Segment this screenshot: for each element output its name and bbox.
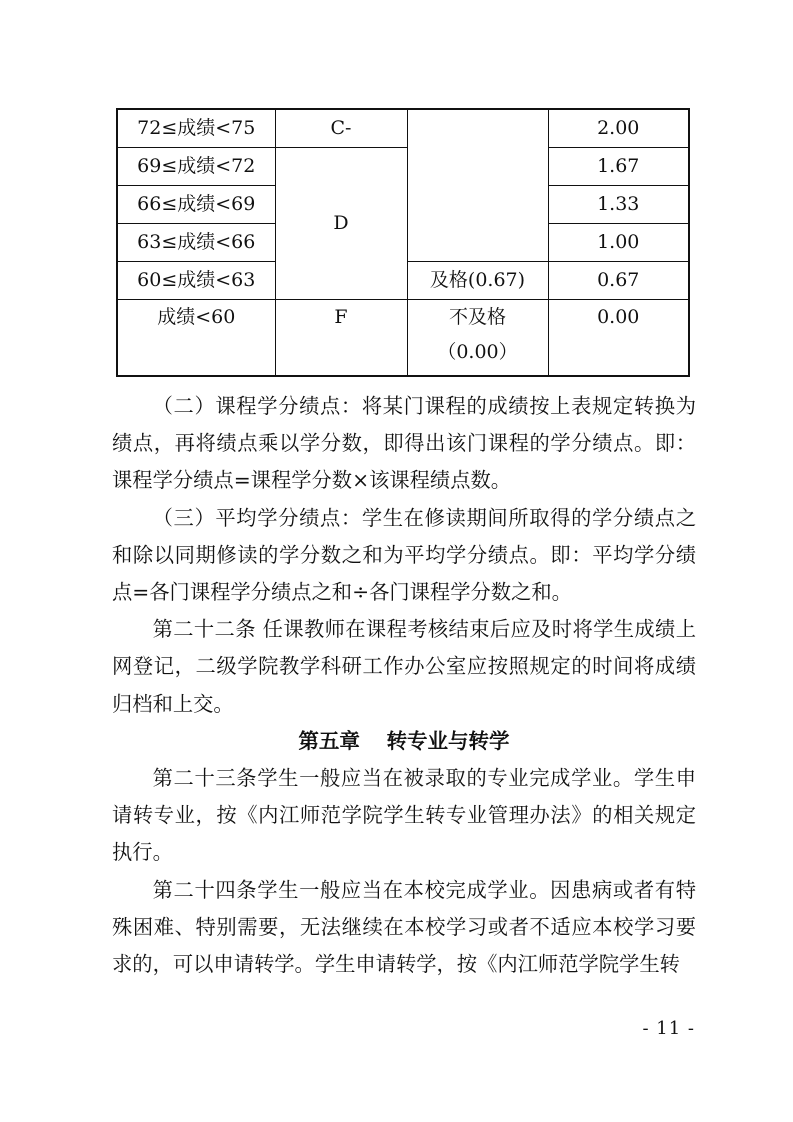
grade-point-cell: 1.67 — [548, 148, 689, 186]
grade-label-line2: （0.00） — [437, 340, 518, 363]
score-range-cell: 66≤成绩<69 — [117, 186, 275, 224]
grade-label-cell: 及格(0.67) — [407, 262, 548, 300]
grade-table — [116, 108, 690, 377]
body-text — [112, 388, 696, 983]
chapter-number: 第五章 — [298, 728, 360, 753]
paragraph-course-credit-gpa: （二）课程学分绩点：将某门课程的成绩按上表规定转换为绩点，再将绩点乘以学分数，即得出该门课程的学分绩点。即：课程学分绩点=课程学分数×该课程绩点数。 — [112, 394, 696, 493]
score-range-cell: 72≤成绩<75 — [117, 109, 275, 148]
grade-point-cell: 0.67 — [548, 262, 689, 300]
grade-point-cell — [548, 300, 689, 376]
chapter-title: 转专业与转学 — [386, 728, 510, 753]
paragraph-average-gpa: （三）平均学分绩点：学生在修读期间所取得的学分绩点之和除以同期修读的学分数之和为平均学分绩点。即：平均学分绩点=各门课程学分绩点之和÷各门课程学分数之和。 — [112, 505, 696, 605]
score-range-cell: 60≤成绩<63 — [117, 262, 275, 300]
score-range-cell — [117, 300, 275, 376]
score-range-cell: 69≤成绩<72 — [117, 148, 275, 186]
grade-label-cell — [407, 300, 548, 376]
grade-label-line1: 不及格 — [448, 306, 506, 328]
paragraph-article-23: 第二十三条学生一般应当在被录取的专业完成学业。学生申请转专业，按《内江师范学院学生转专业管理办法》的相关规定执行。 — [112, 766, 696, 865]
letter-grade-cell: C- — [275, 109, 407, 148]
grade-label-cell — [407, 109, 548, 262]
letter-grade-cell: D — [275, 148, 407, 300]
grade-point-text: 0.00 — [597, 306, 640, 328]
score-range-cell: 63≤成绩<66 — [117, 224, 275, 262]
page-number: - 11 - — [642, 1018, 695, 1039]
letter-grade-text: F — [334, 306, 348, 328]
paragraph-article-24: 第二十四条学生一般应当在本校完成学业。因患病或者有特殊困难、特别需要，无法继续在本校学习或者不适应本校学习要求的，可以申请转学。学生申请转学，按《内江师范学院学生转 — [112, 877, 696, 977]
grade-point-cell: 1.33 — [548, 186, 689, 224]
letter-grade-cell — [275, 300, 407, 376]
table-row — [117, 109, 689, 148]
score-range-text: 成绩<60 — [157, 306, 236, 328]
grade-point-cell: 1.00 — [548, 224, 689, 262]
grade-point-cell: 2.00 — [548, 109, 689, 148]
table-row — [117, 148, 689, 186]
paragraph-article-22: 第二十二条 任课教师在课程考核结束后应及时将学生成绩上网登记，二级学院教学科研工作办公室应按照规定的时间将成绩归档和上交。 — [112, 617, 696, 716]
table-row — [117, 300, 689, 376]
chapter-heading — [112, 723, 696, 760]
